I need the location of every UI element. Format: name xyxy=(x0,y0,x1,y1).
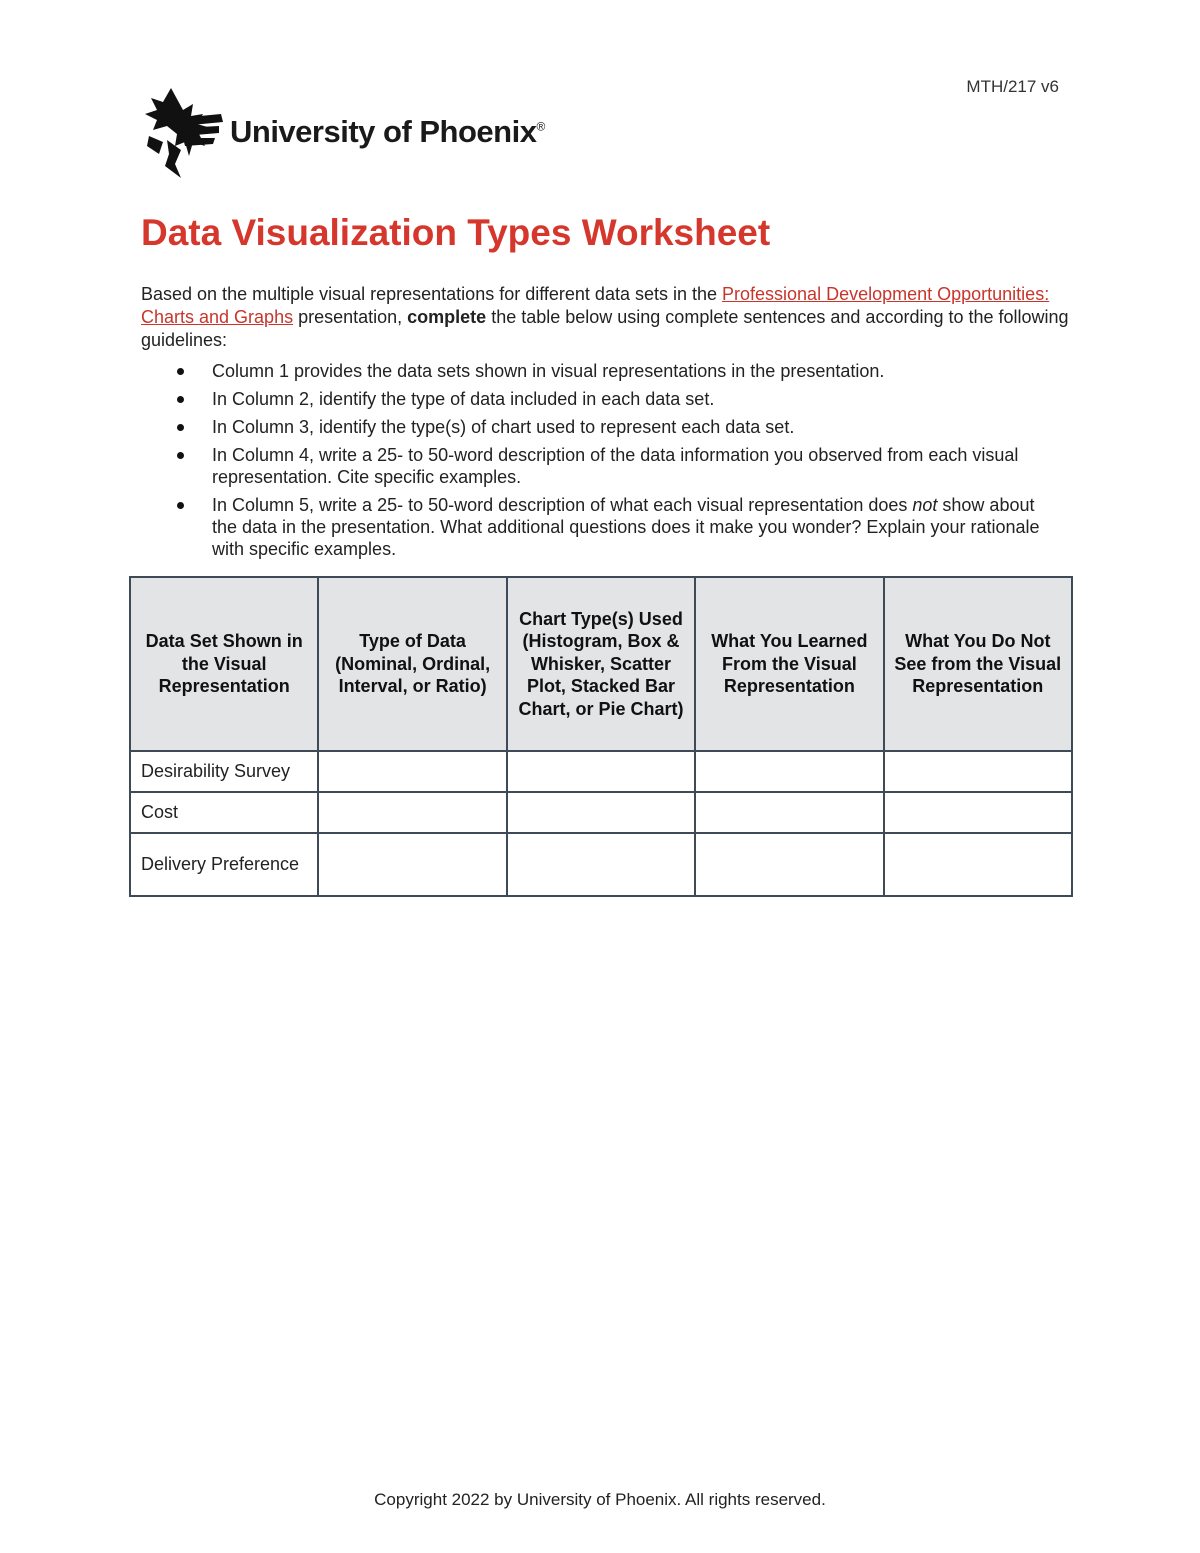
table-row xyxy=(130,792,1072,833)
guideline-item: In Column 4, write a 25- to 50-word description of the data information you observed from each visual representation. Cite specific examples. xyxy=(141,444,1061,488)
header-what-you-do-not-see: What You Do Not See from the Visual Representation xyxy=(884,577,1072,751)
course-code: MTH/217 v6 xyxy=(966,77,1059,96)
type-of-data-cell[interactable] xyxy=(318,833,506,896)
type-of-data-cell[interactable] xyxy=(318,751,506,792)
bullet-icon xyxy=(177,502,184,509)
not-see-cell[interactable] xyxy=(884,792,1072,833)
header-chart-types: Chart Type(s) Used (Histogram, Box & Whisker, Scatter Plot, Stacked Bar Chart, or Pie Chart) xyxy=(507,577,695,751)
learned-cell[interactable] xyxy=(695,792,883,833)
not-see-cell[interactable] xyxy=(884,833,1072,896)
university-logo xyxy=(141,84,545,179)
table-row xyxy=(130,751,1072,792)
guideline-item: Column 1 provides the data sets shown in visual representations in the presentation. xyxy=(141,360,1061,382)
header-data-set: Data Set Shown in the Visual Representation xyxy=(130,577,318,751)
bullet-icon xyxy=(177,424,184,431)
emphasis-complete: complete xyxy=(407,307,487,327)
header-type-of-data: Type of Data (Nominal, Ordinal, Interval, or Ratio) xyxy=(318,577,506,751)
not-see-cell[interactable] xyxy=(884,751,1072,792)
data-set-cell: Delivery Preference xyxy=(130,833,318,896)
bullet-icon xyxy=(177,396,184,403)
worksheet-table xyxy=(129,576,1073,897)
header-what-you-learned: What You Learned From the Visual Representation xyxy=(695,577,883,751)
guidelines-list xyxy=(141,360,1061,566)
data-set-cell: Cost xyxy=(130,792,318,833)
bullet-icon xyxy=(177,452,184,459)
type-of-data-cell[interactable] xyxy=(318,792,506,833)
presentation-link[interactable]: Professional Development Opportunities: Charts and Graphs xyxy=(141,284,1050,327)
chart-type-cell[interactable] xyxy=(507,833,695,896)
guideline-item: In Column 2, identify the type of data included in each data set. xyxy=(141,388,1061,410)
table-row xyxy=(130,833,1072,896)
guideline-item: In Column 5, write a 25- to 50-word description of what each visual representation does not show about the data in the presentation. What additional questions does it make you wonder? Explain your rationale with specific examples. xyxy=(141,494,1061,560)
chart-type-cell[interactable] xyxy=(507,751,695,792)
learned-cell[interactable] xyxy=(695,751,883,792)
bullet-icon xyxy=(177,368,184,375)
page-title: Data Visualization Types Worksheet xyxy=(141,212,771,253)
table-header-row xyxy=(130,577,1072,751)
data-set-cell: Desirability Survey xyxy=(130,751,318,792)
logo-wordmark: University of Phoenix® xyxy=(230,113,545,149)
chart-type-cell[interactable] xyxy=(507,792,695,833)
copyright-footer: Copyright 2022 by University of Phoenix. All rights reserved. xyxy=(374,1490,826,1509)
guideline-item: In Column 3, identify the type(s) of chart used to represent each data set. xyxy=(141,416,1061,438)
learned-cell[interactable] xyxy=(695,833,883,896)
phoenix-logo-icon xyxy=(141,84,226,179)
intro-paragraph: Based on the multiple visual representations for different data sets in the Professional Development Opportunities: Charts and Graphs presentation, complete the table below using complete sentences and according to the following guidelines: xyxy=(141,284,1069,350)
